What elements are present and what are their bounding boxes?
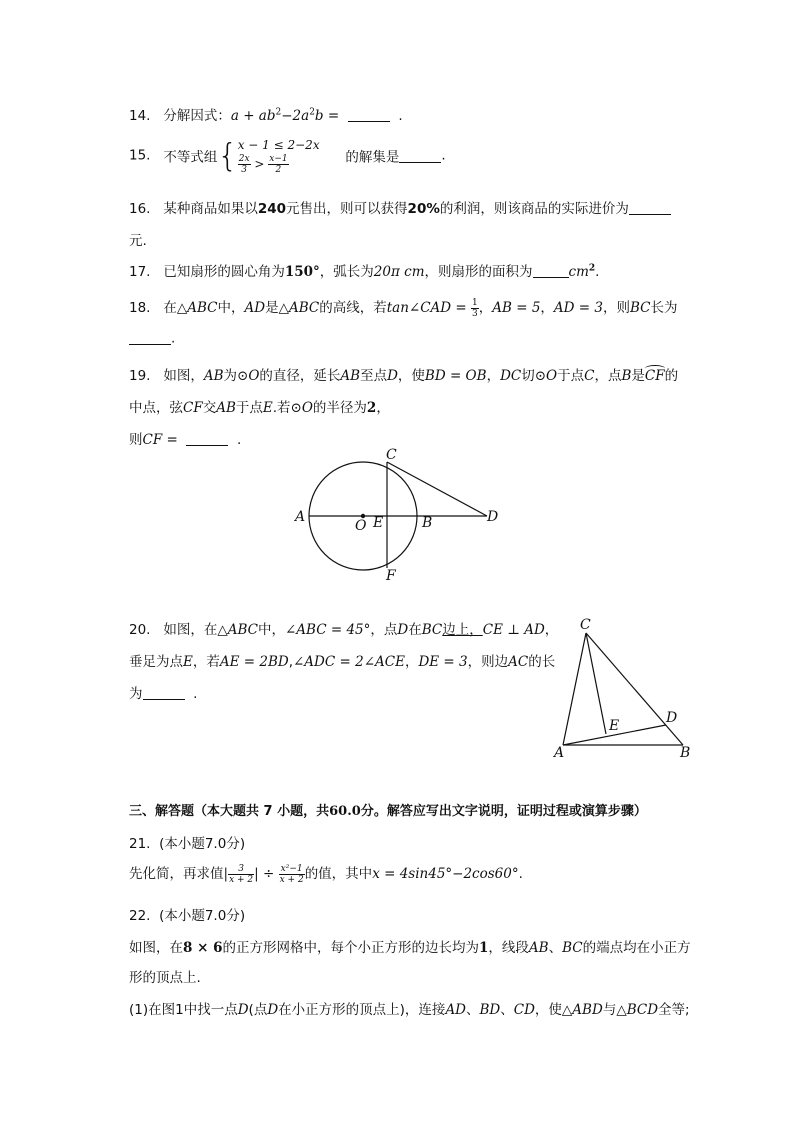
question-number: 18. (129, 300, 151, 316)
q22-d2: D (267, 1002, 279, 1018)
q16-text2: 元售出，则可以获得 (286, 201, 408, 217)
q20-perp: CE ⊥ AD (482, 622, 545, 638)
q18-sep: ， (540, 300, 554, 316)
question-18-cont (129, 330, 175, 347)
section-text1: 三、解答题（本大题共 (129, 804, 260, 819)
q22-l1a: 如图，在 (129, 940, 183, 956)
q18-end: . (171, 330, 176, 347)
q14-expr-c: b = (314, 108, 340, 124)
question-19-l2 (129, 396, 390, 416)
q16-line2: 元. (129, 233, 147, 249)
question-19 (129, 364, 678, 384)
section-text2: 小题，共 (277, 804, 330, 819)
q21-frac1 (228, 864, 254, 885)
q19-l1h: 于点 (557, 368, 585, 384)
label-e: E (609, 718, 620, 734)
q19-d: D (387, 368, 398, 384)
q21-frac2 (279, 864, 305, 885)
q20-l3a: 为 (129, 686, 143, 702)
answer-blank (129, 330, 171, 345)
question-16 (129, 197, 671, 217)
q22-l1b: 的正方形网格中，每个小正方形的边长均为 (222, 940, 479, 956)
q18-text7: 长为 (650, 300, 678, 316)
question-points: (本小题7.0分) (159, 908, 246, 924)
segment-ce (586, 633, 606, 734)
q19-circ3: ⊙O (290, 400, 313, 416)
q21-frac1-num: 3 (228, 864, 254, 875)
q19-l1i: ，点 (594, 368, 622, 384)
q22-grid: 8 × 6 (183, 940, 223, 956)
question-17 (129, 260, 599, 280)
q20-angle: ∠ABC = 45° (285, 622, 371, 638)
answer-blank (399, 148, 441, 163)
q21-text1: 先化简，再求值 (129, 866, 224, 882)
question-22-l3 (129, 998, 690, 1018)
q19-cf-arc: CF (644, 368, 665, 384)
q18-tan: tan∠CAD = (386, 300, 467, 316)
answer-blank (143, 686, 185, 701)
q19-l2d: .若 (272, 400, 291, 416)
q14-label: 分解因式： (163, 108, 231, 124)
answer-blank (533, 264, 569, 279)
question-20 (129, 618, 558, 638)
q18-frac-den: 3 (472, 308, 478, 319)
tangent-dc (387, 462, 487, 516)
q19-l1a: 如图， (163, 368, 204, 384)
q17-text1: 已知扇形的圆心角为 (163, 264, 285, 280)
q17-end: . (595, 264, 600, 280)
q18-text2: 中， (217, 300, 245, 316)
q15-tail: 的解集是 (345, 149, 400, 166)
q20-l2f: 的长 (528, 654, 556, 670)
side-cb (586, 633, 683, 745)
q18-text6: ，则 (602, 300, 630, 316)
q22-l3b: (点 (248, 1002, 268, 1018)
q22-ad: AD (445, 1002, 467, 1018)
q20-eq2: ∠ADC = 2∠ACE (293, 654, 405, 670)
q19-ab2: AB (340, 368, 361, 384)
q19-ab3: AB (216, 400, 236, 416)
q15-row1: x − 1 ≤ 2−2x (237, 138, 320, 152)
label-b: B (680, 745, 691, 761)
q15-frac2-num: x−1 (269, 154, 288, 164)
q22-bd: BD (479, 1002, 501, 1018)
question-number: 14. (129, 108, 151, 124)
q20-l1f: ， (544, 622, 559, 638)
q20-l1e: 边上， (442, 622, 483, 638)
q22-l3e: 、 (500, 1002, 514, 1018)
q22-l2: 形的顶点上. (129, 970, 201, 986)
circle-figure (285, 440, 505, 590)
q22-t1: △ABD (561, 1002, 603, 1018)
q20-l1c: ，点 (370, 622, 398, 638)
q21-frac1-den: x + 2 (229, 874, 254, 885)
q22-d: D (237, 1002, 249, 1018)
label-f: F (386, 568, 396, 584)
q14-exp1: 2 (275, 107, 282, 118)
side-ac (563, 633, 586, 745)
q17-arc: 20π cm (373, 264, 425, 280)
q20-l2d: ， (404, 654, 419, 670)
q22-l3a: (1)在图1中找一点 (129, 1002, 238, 1018)
q19-b: B (621, 368, 632, 384)
q22-l3f: ，使 (534, 1002, 562, 1018)
q18-frac-num: 1 (472, 297, 478, 308)
q20-eq1: AE = 2BD (219, 654, 289, 670)
q14-expr-a: a + ab (230, 108, 276, 124)
q22-l1c: ，线段 (488, 940, 529, 956)
question-16-cont (129, 229, 147, 249)
question-number: 15. (129, 147, 151, 164)
q21-frac2-den: x + 2 (279, 874, 304, 885)
q19-l1k: 的 (664, 368, 679, 384)
q16-percent: 20% (407, 201, 440, 217)
question-number: 16. (129, 201, 151, 217)
q19-bd: BD = OB (424, 368, 487, 384)
label-b: B (422, 515, 433, 531)
q17-unit: cm (568, 264, 589, 280)
q16-price: 240 (257, 201, 287, 217)
question-20-l2 (129, 650, 555, 670)
q22-ab: AB (528, 940, 549, 956)
q15-frac1-num: 2x (238, 154, 250, 164)
question-19-l3 (129, 428, 241, 448)
q22-l3c: 在小正方形的顶点上)，连接 (278, 1002, 446, 1018)
q22-bc: BC (562, 940, 583, 956)
q18-ad2: AD = 3 (553, 300, 603, 316)
q21-div: ÷ (263, 866, 275, 882)
answer-blank (629, 201, 671, 216)
q17-text2: ，弧长为 (319, 264, 374, 280)
q19-circ2: ⊙O (534, 368, 558, 384)
label-c: C (386, 447, 397, 463)
q16-text3: 的利润，则该商品的实际进价为 (439, 201, 629, 217)
question-21-body: 先化简，再求值| $\frac{3}{x + 2}$ | ÷ $\frac{\text{x²−1}}{x + 2}$ 的值，其中x = 4sin45°−2cos60°. (129, 863, 523, 885)
q17-unit-exp: 2 (588, 263, 596, 274)
question-21 (129, 832, 245, 852)
q15-frac1-den: 3 (241, 165, 247, 175)
q19-l2c: 于点 (235, 400, 263, 416)
answer-blank (186, 432, 228, 447)
answer-blank (348, 108, 390, 123)
q21-end: . (518, 866, 523, 882)
q20-d: D (397, 622, 409, 638)
q19-l1f: ， (486, 368, 501, 384)
q18-text1: 在 (163, 300, 177, 316)
question-points: (本小题7.0分) (159, 836, 246, 852)
q18-text3: 是 (265, 300, 279, 316)
q19-e: E (262, 400, 273, 416)
q14-end: . (398, 108, 403, 124)
q19-ab: AB (203, 368, 224, 384)
q20-l2c: , (288, 654, 293, 670)
q21-xval: x = 4sin45°−2cos60° (372, 866, 519, 882)
label-d: D (487, 509, 499, 525)
q19-l1e: ，使 (397, 368, 425, 384)
q22-l1d: 、 (548, 940, 563, 956)
q19-cf2: CF = (142, 432, 178, 448)
q19-l2e: 的半径为 (312, 400, 367, 416)
q19-l1b: 为 (223, 368, 238, 384)
q22-l3g: 与 (602, 1002, 617, 1018)
q19-l3a: 则 (129, 432, 143, 448)
inequality-system (238, 136, 320, 175)
q20-end: . (193, 686, 198, 702)
section-count: 7 (259, 804, 278, 819)
q18-ad: AD (244, 300, 266, 316)
label-e: E (373, 515, 384, 531)
q17-text3: ，则扇形的面积为 (424, 264, 533, 280)
q22-one: 1 (479, 940, 489, 956)
label-o: O (355, 518, 367, 534)
label-a: A (554, 745, 565, 761)
q18-frac (471, 298, 479, 319)
q21-frac2-num: x²−1 (279, 864, 305, 875)
q19-l2f: ， (376, 400, 390, 416)
q19-r: 2 (366, 400, 377, 416)
q19-circ1: ⊙O (237, 368, 260, 384)
q19-l1j: 是 (631, 368, 645, 384)
q15-frac2-den: 2 (275, 165, 282, 175)
triangle-figure (548, 615, 698, 765)
section-score: 60.0 (329, 804, 361, 819)
question-number: 20. (129, 622, 151, 638)
q18-text5: ， (478, 300, 493, 316)
q16-text1: 某种商品如果以 (163, 201, 258, 217)
q22-l3d: 、 (466, 1002, 480, 1018)
q19-l1d: 至点 (360, 368, 388, 384)
question-22 (129, 904, 245, 924)
q14-expr-b: −2a (281, 108, 310, 124)
label-a: A (295, 509, 306, 525)
q20-tri: △ABC (217, 622, 258, 638)
question-15 (129, 136, 446, 175)
q19-l1c: 的直径，延长 (259, 368, 341, 384)
q22-cd: CD (513, 1002, 535, 1018)
question-22-l2 (129, 966, 201, 986)
label-c: C (580, 617, 591, 633)
q19-l1g: 切 (521, 368, 535, 384)
label-d: D (666, 710, 678, 726)
q19-l2b: 交 (202, 400, 217, 416)
question-18 (129, 296, 677, 319)
q15-end: . (441, 147, 446, 164)
q17-angle: 150° (284, 264, 320, 280)
question-20-l3 (129, 682, 197, 702)
q18-tri1: △ABC (176, 300, 218, 316)
q18-text4: 的高线，若 (319, 300, 387, 316)
q19-dc: DC (500, 368, 522, 384)
brace-icon: { (217, 136, 238, 175)
q22-l1e: 的端点均在小正方 (582, 940, 691, 956)
q15-frac1 (238, 154, 251, 175)
q22-t2: △BCD (616, 1002, 659, 1018)
section-text3: 分。解答应写出文字说明，证明过程或演算步骤） (360, 804, 647, 819)
q15-gt: > (254, 157, 265, 171)
question-22-l1 (129, 936, 691, 956)
q15-frac2 (268, 154, 288, 175)
q18-ab: AB = 5 (492, 300, 541, 316)
q18-bc: BC (629, 300, 651, 316)
q15-label: 不等式组 (163, 149, 218, 166)
q20-l1a: 如图，在 (163, 622, 218, 638)
q19-cf: CF (183, 400, 203, 416)
question-number: 21. (129, 836, 151, 852)
q20-l2e: ，则边 (467, 654, 509, 670)
question-number: 22. (129, 908, 151, 924)
q20-bc: BC (421, 622, 443, 638)
question-number: 19. (129, 368, 151, 384)
q20-ac: AC (508, 654, 529, 670)
q20-l2b: ，若 (192, 654, 220, 670)
q20-l1b: 中， (258, 622, 285, 638)
q21-text2: 的值，其中 (304, 866, 373, 882)
q18-tri2: △ABC (278, 300, 320, 316)
q14-exp2: 2 (309, 107, 315, 118)
q19-l2a: 中点，弦 (129, 400, 183, 416)
q20-l2a: 垂足为点 (129, 654, 183, 670)
q20-e: E (183, 654, 193, 670)
question-number: 17. (129, 264, 151, 280)
q22-l3h: 全等; (658, 1002, 690, 1018)
q19-end: . (237, 432, 242, 448)
q20-de: DE = 3 (418, 654, 468, 670)
section-heading (129, 800, 647, 819)
q20-l1d: 在 (408, 622, 422, 638)
q19-c: C (584, 368, 595, 384)
question-14 (129, 104, 403, 124)
